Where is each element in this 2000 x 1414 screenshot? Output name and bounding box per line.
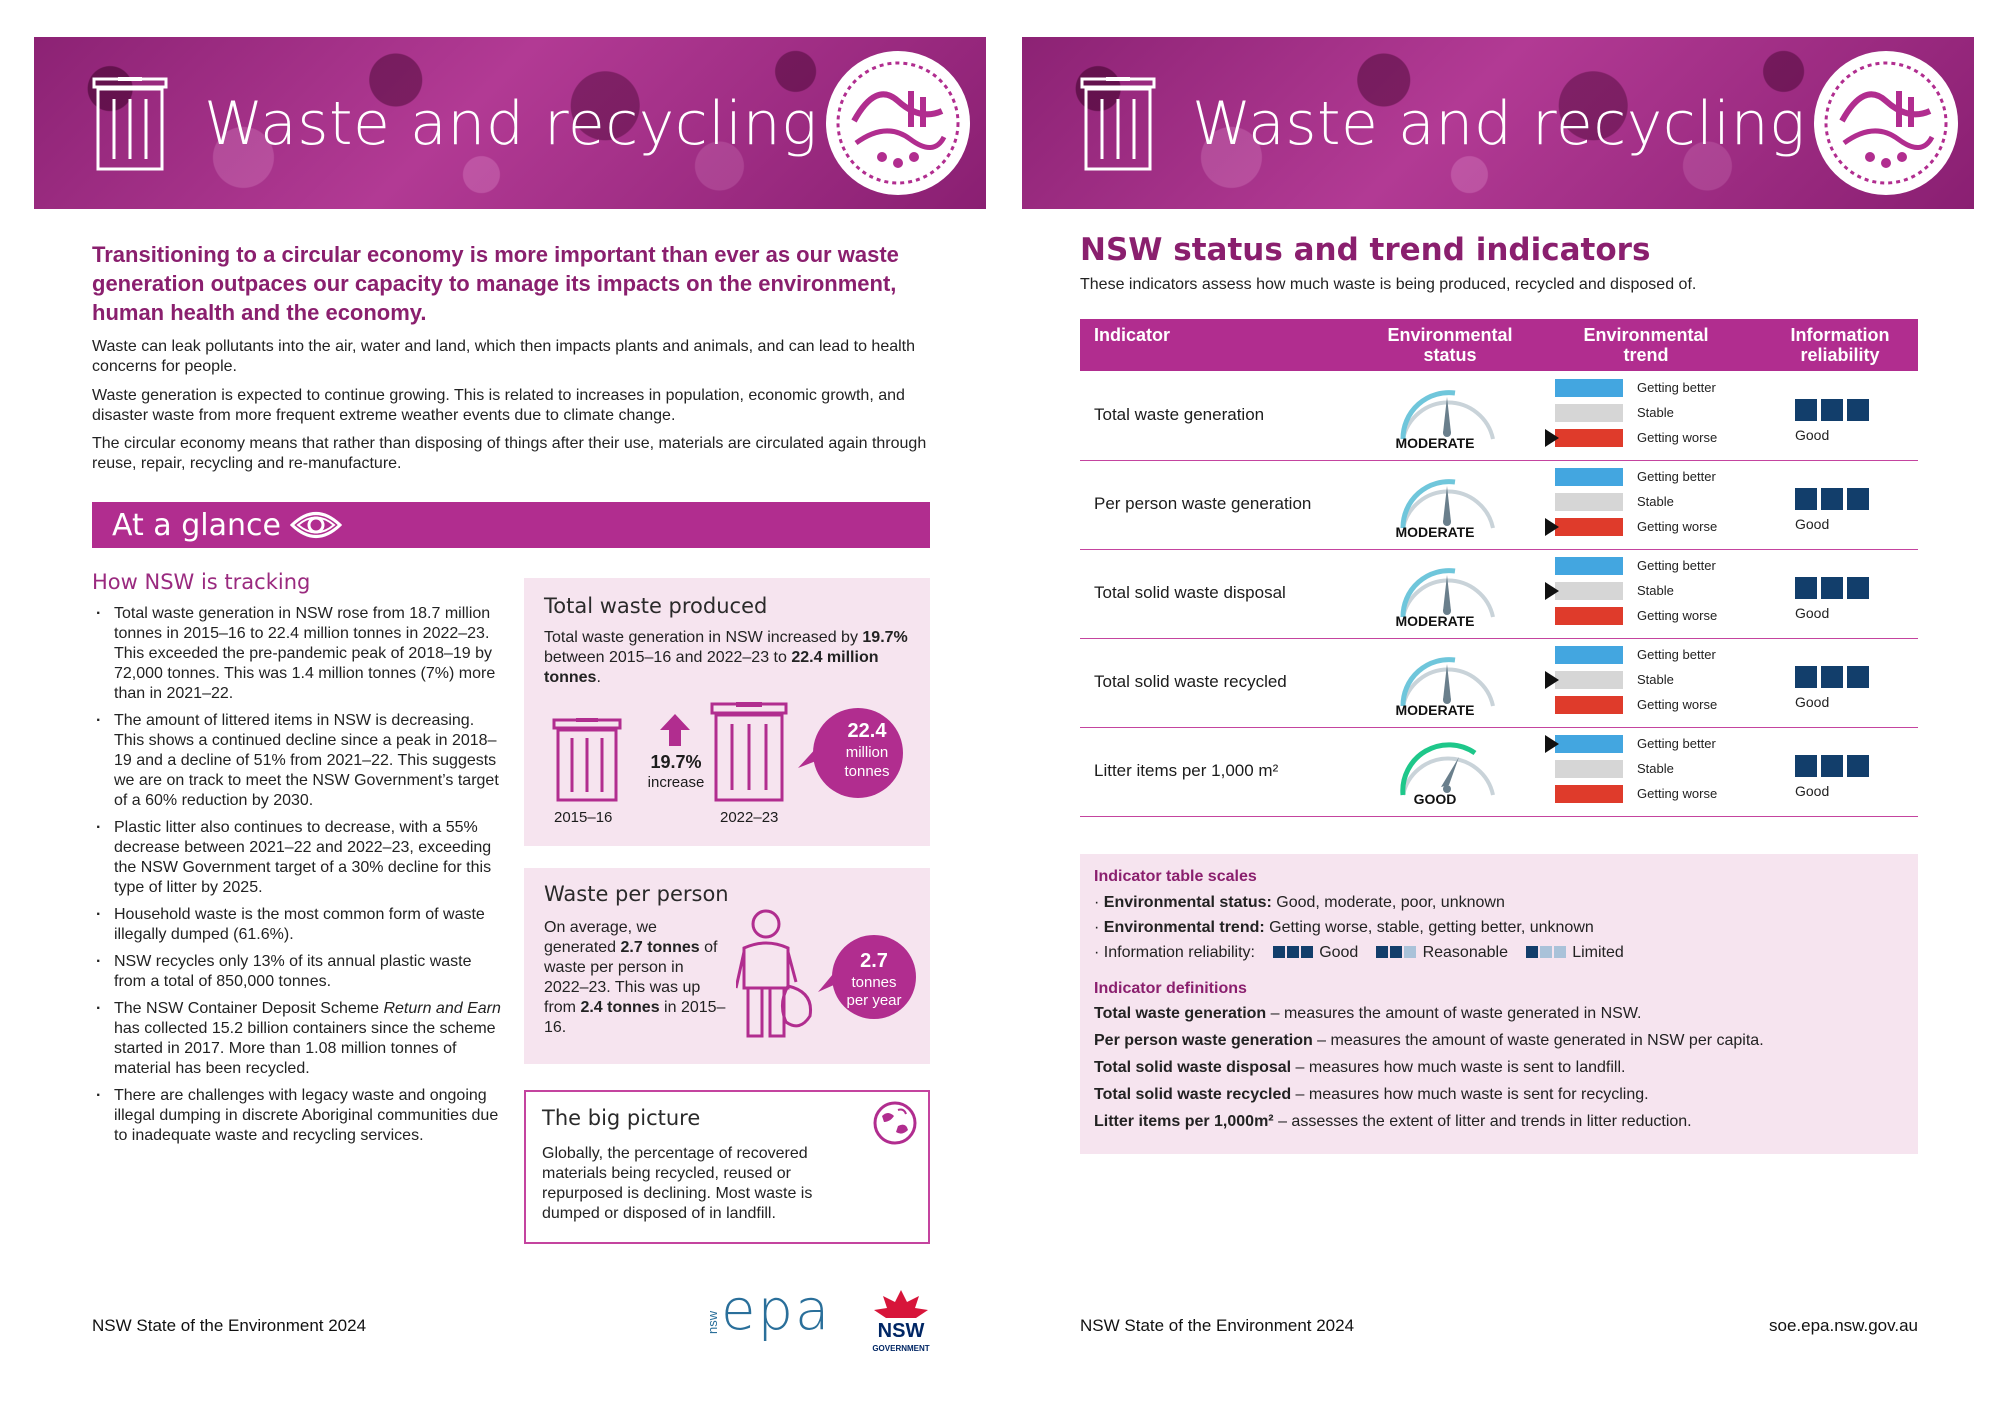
definition-item: Total solid waste disposal – measures how much waste is sent to landfill. — [1094, 1059, 1626, 1076]
indicator-label: Total solid waste recycled — [1094, 672, 1287, 691]
nsw-logo-text: NSW — [877, 1320, 925, 1342]
trend-label-stable: Stable — [1637, 583, 1674, 598]
bubble-value: 2.7 — [860, 950, 888, 972]
waste-per-person-text: On average, we generated 2.7 tonnes of waste per person in 2022–23. This was up from 2.4 tonnes in 2015–16. — [544, 919, 726, 1036]
bullet-item: · Total waste generation in NSW rose from 18.7 million tonnes in 2015–16 to 22.4 million tonnes in 2022–23. This exceeded the pre-pandemic peak of 2018–19 by 72,000 tonnes. This was 1.4 million tonnes (7%) more than in 2021–22. — [92, 604, 502, 704]
status-label: MODERATE — [1395, 702, 1475, 718]
at-a-glance-bar — [92, 502, 930, 548]
government-logo-text: GOVERNMENT — [872, 1344, 930, 1353]
trend-label-worse: Getting worse — [1637, 430, 1718, 445]
banner-title: Waste and recycling — [1192, 89, 1806, 159]
trend-bar-better — [1555, 646, 1623, 664]
waste-bin-icon — [92, 77, 168, 171]
bubble-unit-1: tonnes — [851, 974, 897, 991]
bullet-item: · There are challenges with legacy waste and ongoing illegal dumping in discrete Aboriginal communities due to inadequate waste and recycling services. — [92, 1086, 502, 1146]
nsw-government-logo — [866, 1288, 936, 1356]
reliability-square — [1795, 577, 1817, 599]
reliability-label: Good — [1795, 694, 1830, 710]
bullet-text: has collected 15.2 billion containers since the scheme started in 2017. More than 1.08 million tonnes of material has been recycled. — [114, 1020, 496, 1077]
indicator-table-header — [1080, 319, 1918, 371]
increase-percent: 19.7% — [650, 752, 702, 772]
increase-label: increase — [647, 774, 705, 791]
trend-label-better: Getting better — [1637, 380, 1716, 395]
person-with-bag-icon — [736, 908, 816, 1040]
reliability-indicator — [1795, 488, 1905, 532]
eye-icon — [290, 508, 342, 542]
bullet-item: · Plastic litter also continues to decrease, with a 55% decrease between 2021–22 and 2022–23, exceeding the NSW Government target of a 30% decline for this type of litter by 2025. — [92, 818, 502, 898]
big-picture-box — [524, 1090, 930, 1244]
reliability-square — [1795, 666, 1817, 688]
definitions-title: Indicator definitions — [1094, 980, 1247, 997]
definition-item: Total solid waste recycled – measures how much waste is sent for recycling. — [1094, 1086, 1649, 1103]
waste-per-person-title: Waste per person — [544, 882, 729, 906]
tracking-bullets — [92, 604, 502, 1153]
trend-indicator — [1555, 379, 1735, 455]
header-indicator: Indicator — [1094, 325, 1171, 345]
trend-indicator — [1555, 557, 1735, 633]
waste-per-person-box — [524, 868, 930, 1064]
trend-bar-stable — [1555, 760, 1623, 778]
trend-pointer-icon — [1545, 735, 1559, 753]
at-a-glance-title: At a glance — [112, 508, 281, 543]
indicator-label: Total waste generation — [1094, 405, 1265, 424]
reliability-label: Good — [1795, 516, 1830, 532]
reliability-indicator — [1795, 755, 1905, 799]
reliability-indicator — [1795, 577, 1905, 621]
waste-bin-icon — [1080, 77, 1156, 171]
header-status: Environmental status — [1387, 325, 1513, 365]
reliability-indicator — [1795, 399, 1905, 443]
trend-pointer-icon — [1545, 671, 1559, 689]
trend-label-stable: Stable — [1637, 761, 1674, 776]
definition-item: Total waste generation – measures the amount of waste generated in NSW. — [1094, 1005, 1642, 1022]
status-label: MODERATE — [1395, 524, 1475, 540]
bubble-value: 22.4 — [847, 720, 887, 742]
indicator-row — [1080, 638, 1918, 728]
trend-label-stable: Stable — [1637, 494, 1674, 509]
trend-indicator — [1555, 646, 1735, 722]
indicator-row — [1080, 549, 1918, 639]
big-picture-text: Globally, the percentage of recovered materials being recycled, reused or repurposed is declining. Most waste is dumped or disposed of in landfill. — [542, 1145, 813, 1222]
footer-url[interactable]: soe.epa.nsw.gov.au — [1768, 1316, 1918, 1335]
intro-paragraph-3: The circular economy means that rather than disposing of things after their use, materials are circulated again through reuse, repair, recycling and re-manufacture. — [92, 435, 927, 472]
reliability-square — [1821, 488, 1843, 510]
trend-label-worse: Getting worse — [1637, 519, 1718, 534]
trend-bar-worse — [1555, 785, 1623, 803]
trend-label-better: Getting better — [1637, 647, 1716, 662]
reliability-square — [1821, 666, 1843, 688]
indicator-row — [1080, 371, 1918, 461]
reliability-square — [1821, 755, 1843, 777]
bullet-item: · NSW recycles only 13% of its annual plastic waste from a total of 850,000 tonnes. — [92, 952, 502, 992]
bubble-unit-2: per year — [846, 992, 902, 1009]
indicator-label: Per person waste generation — [1094, 494, 1312, 513]
trend-bar-stable — [1555, 582, 1623, 600]
reliability-square — [1847, 577, 1869, 599]
total-waste-text: Total waste generation in NSW increased by 19.7% between 2015–16 and 2022–23 to 22.4 million tonnes. — [544, 629, 908, 686]
footer-title: NSW State of the Environment 2024 — [1080, 1316, 1355, 1335]
trend-bar-better — [1555, 468, 1623, 486]
trend-label-worse: Getting worse — [1637, 786, 1718, 801]
large-bin-icon — [710, 702, 788, 802]
aboriginal-art-logo — [826, 51, 970, 195]
indicator-label: Litter items per 1,000 m² — [1094, 761, 1279, 780]
epa-logo-nsw: nsw — [705, 1310, 720, 1334]
indicators-title: NSW status and trend indicators — [1080, 232, 1651, 268]
reliability-square — [1847, 399, 1869, 421]
trend-bar-stable — [1555, 671, 1623, 689]
trend-bar-better — [1555, 557, 1623, 575]
trend-indicator — [1555, 468, 1735, 544]
globe-icon — [872, 1100, 918, 1146]
reliability-label: Good — [1795, 427, 1830, 443]
scheme-name: Return and Earn — [383, 1000, 501, 1017]
status-label: MODERATE — [1395, 613, 1475, 629]
how-nsw-is-tracking-title: How NSW is tracking — [92, 570, 311, 594]
status-label: GOOD — [1413, 791, 1457, 807]
banner — [1022, 37, 1974, 209]
scale-reliability: · Information reliability: Good Reasonable Limited — [1094, 944, 1624, 961]
waratah-icon — [866, 1288, 936, 1322]
total-waste-box — [524, 578, 930, 846]
year-to-label: 2022–23 — [720, 809, 779, 826]
header-reliability: Information reliability — [1790, 325, 1890, 365]
bubble-unit-2: tonnes — [844, 763, 890, 780]
right-page — [1000, 0, 2000, 1414]
reliability-square — [1847, 666, 1869, 688]
indicators-subtitle: These indicators assess how much waste is being produced, recycled and disposed of. — [1080, 276, 1697, 293]
reliability-square — [1795, 399, 1817, 421]
trend-label-stable: Stable — [1637, 405, 1674, 420]
bullet-item: · The amount of littered items in NSW is decreasing. This shows a continued decline since a peak in 2018–19 and a decline of 51% from 2021–22. This suggests we are on track to meet the NSW Government’s target of a 60% reduction by 2030. — [92, 711, 502, 811]
reliability-square — [1795, 755, 1817, 777]
trend-label-stable: Stable — [1637, 672, 1674, 687]
scale-trend: · Environmental trend: Getting worse, stable, getting better, unknown — [1094, 919, 1594, 936]
scale-status: · Environmental status: Good, moderate, poor, unknown — [1094, 894, 1505, 911]
up-arrow-icon — [660, 714, 690, 746]
status-label: MODERATE — [1395, 435, 1475, 451]
indicator-scales-box — [1080, 854, 1918, 1154]
reliability-indicator — [1795, 666, 1905, 710]
aboriginal-art-logo — [1814, 51, 1958, 195]
footer-title: NSW State of the Environment 2024 — [92, 1316, 367, 1335]
trend-bar-stable — [1555, 404, 1623, 422]
epa-logo-text: epa — [721, 1278, 832, 1343]
reliability-square — [1821, 577, 1843, 599]
scales-title: Indicator table scales — [1094, 868, 1257, 885]
trend-label-worse: Getting worse — [1637, 608, 1718, 623]
definition-item: Litter items per 1,000m² – assesses the extent of litter and trends in litter reduction. — [1094, 1113, 1692, 1130]
bullet-text: The NSW Container Deposit Scheme — [114, 1000, 384, 1017]
bubble-unit-1: million — [845, 744, 889, 761]
reliability-label: Good — [1795, 605, 1830, 621]
trend-bar-better — [1555, 379, 1623, 397]
trend-label-better: Getting better — [1637, 736, 1716, 751]
reliability-square — [1847, 488, 1869, 510]
indicator-row — [1080, 727, 1918, 817]
year-from-label: 2015–16 — [554, 809, 613, 826]
trend-indicator — [1555, 735, 1735, 811]
trend-pointer-icon — [1545, 582, 1559, 600]
bullet-item: · Household waste is the most common form of waste illegally dumped (61.6%). — [92, 905, 502, 945]
trend-bar-better — [1555, 735, 1623, 753]
banner — [34, 37, 986, 209]
big-picture-title: The big picture — [542, 1106, 701, 1130]
trend-pointer-icon — [1545, 518, 1559, 536]
trend-label-better: Getting better — [1637, 558, 1716, 573]
total-waste-title: Total waste produced — [544, 594, 768, 618]
bullet-item — [92, 999, 502, 1079]
trend-bar-worse — [1555, 696, 1623, 714]
definition-item: Per person waste generation – measures the amount of waste generated in NSW per capita. — [1094, 1032, 1764, 1049]
intro-paragraph-1: Waste can leak pollutants into the air, water and land, which then impacts plants and animals, and can lead to health concerns for people. — [92, 338, 916, 375]
reliability-label: Good — [1795, 783, 1830, 799]
reliability-square — [1821, 399, 1843, 421]
trend-bar-worse — [1555, 518, 1623, 536]
trend-pointer-icon — [1545, 429, 1559, 447]
small-bin-icon — [552, 718, 622, 802]
reliability-square — [1795, 488, 1817, 510]
trend-bar-worse — [1555, 607, 1623, 625]
banner-title: Waste and recycling — [204, 89, 818, 159]
indicator-label: Total solid waste disposal — [1094, 583, 1286, 602]
trend-label-better: Getting better — [1637, 469, 1716, 484]
header-trend: Environmental trend — [1583, 325, 1709, 365]
trend-bar-stable — [1555, 493, 1623, 511]
indicator-row — [1080, 460, 1918, 550]
lead-statement: Transitioning to a circular economy is more important than ever as our waste generation outpaces our capacity to manage its impacts on the environment, human health and the economy. — [92, 242, 899, 325]
trend-label-worse: Getting worse — [1637, 697, 1718, 712]
trend-bar-worse — [1555, 429, 1623, 447]
reliability-square — [1847, 755, 1869, 777]
intro-paragraph-2: Waste generation is expected to continue growing. This is related to increases in population, economic growth, and disaster waste from more frequent extreme weather events due to climate change. — [92, 387, 905, 424]
epa-logo — [705, 1278, 845, 1343]
